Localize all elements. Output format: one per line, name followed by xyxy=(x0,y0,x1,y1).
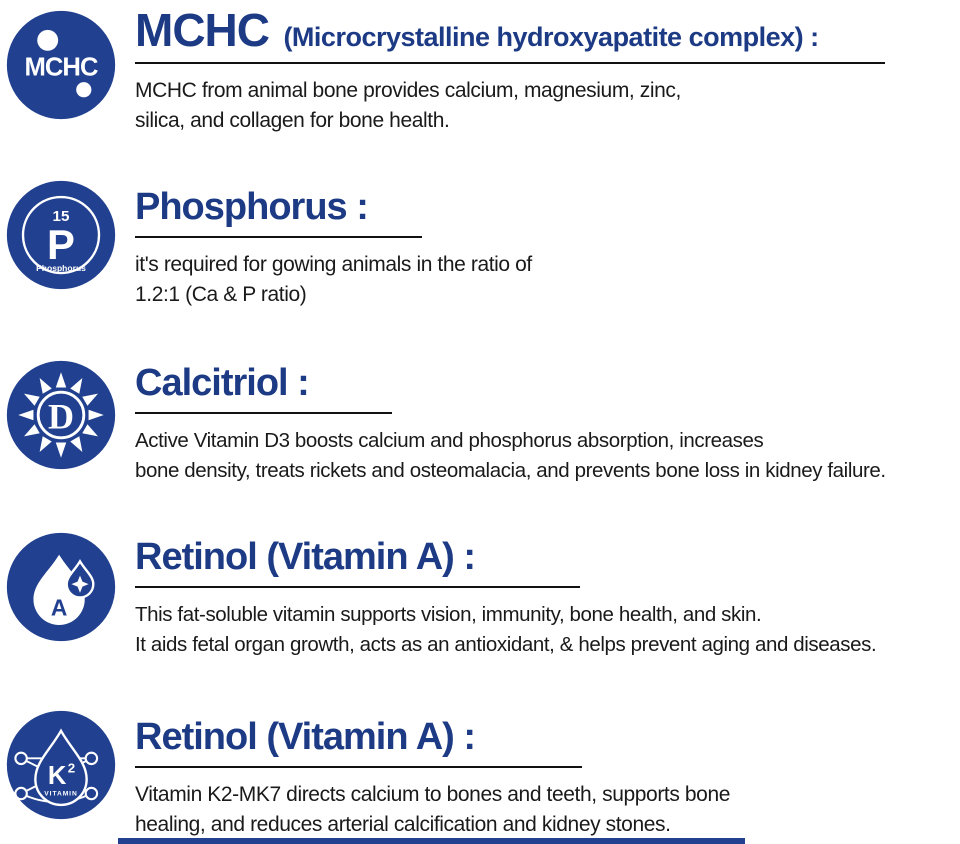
mchc-badge-icon xyxy=(4,8,118,122)
body-line: This fat-soluble vitamin supports vision, immunity, bone health, and skin. xyxy=(135,603,762,626)
body-line: bone density, treats rickets and osteomalacia, and prevents bone loss in kidney failure. xyxy=(135,459,886,482)
atomic-number-label: 15 xyxy=(52,207,70,225)
element-name-label: Phosphorus xyxy=(36,263,86,274)
title-underline xyxy=(135,62,885,64)
element-symbol-label: P xyxy=(47,220,75,268)
section-title: Retinol (Vitamin A) : xyxy=(135,716,475,758)
section-body xyxy=(135,76,956,136)
section-body xyxy=(135,780,956,840)
section-title: Phosphorus : xyxy=(135,186,368,228)
title-underline xyxy=(135,412,392,414)
title-underline xyxy=(135,766,582,768)
vitamin-k-label: VITAMIN xyxy=(44,790,78,798)
section-title: Retinol (Vitamin A) : xyxy=(135,536,475,578)
section-title xyxy=(135,4,956,56)
body-line: it's required for gowing animals in the ratio of xyxy=(135,253,532,276)
body-line: 1.2:1 (Ca & P ratio) xyxy=(135,283,307,306)
title-underline xyxy=(135,236,422,238)
bottom-accent-bar xyxy=(118,838,745,844)
vitamin-k2-droplet-icon xyxy=(4,708,118,822)
mchc-icon-label: MCHC xyxy=(24,53,98,82)
body-line: silica, and collagen for bone health. xyxy=(135,109,450,132)
vitamin-d-letter: D xyxy=(47,396,75,437)
vitamin-d-sun-icon xyxy=(4,358,118,472)
title-underline xyxy=(135,586,580,588)
body-line: healing, and reduces arterial calcification and kidney stones. xyxy=(135,813,671,836)
section-title-sub: (Microcrystalline hydroxyapatite complex) : xyxy=(283,22,819,52)
section-body xyxy=(135,426,956,486)
section-title: Calcitriol : xyxy=(135,362,309,404)
phosphorus-element-icon xyxy=(4,178,118,292)
vitamin-a-droplet-icon xyxy=(4,530,118,644)
vitamin-a-letter: A xyxy=(50,594,68,621)
section-body xyxy=(135,250,956,310)
vitamin-k-superscript: 2 xyxy=(67,760,76,776)
section-title-main: MCHC xyxy=(135,4,269,56)
section-body xyxy=(135,600,956,660)
vitamin-k-letter: K xyxy=(47,762,67,790)
body-line: Vitamin K2-MK7 directs calcium to bones and teeth, supports bone xyxy=(135,783,731,806)
body-line: MCHC from animal bone provides calcium, magnesium, zinc, xyxy=(135,79,681,102)
body-line: It aids fetal organ growth, acts as an antioxidant, & helps prevent aging and diseases. xyxy=(135,633,877,656)
body-line: Active Vitamin D3 boosts calcium and phosphorus absorption, increases xyxy=(135,429,764,452)
